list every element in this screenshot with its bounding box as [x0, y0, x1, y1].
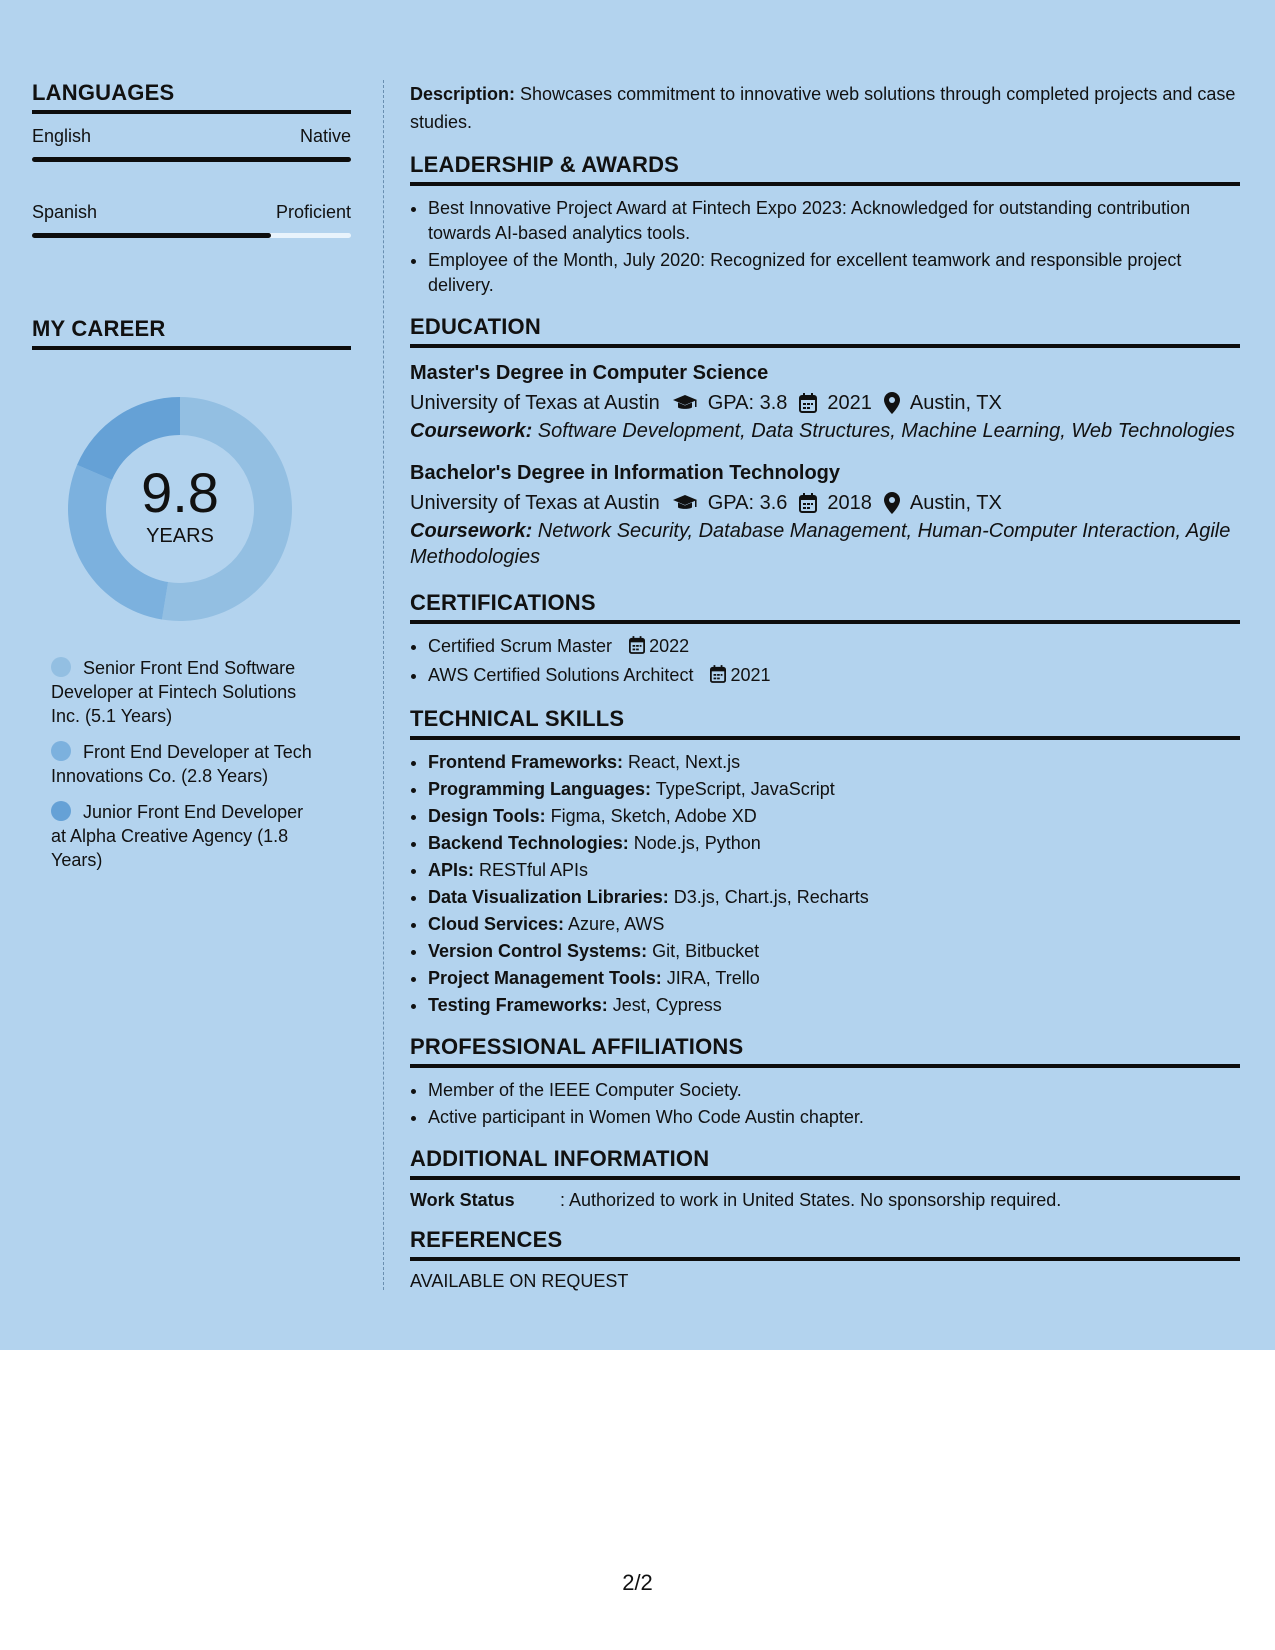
skill-label: Version Control Systems: [428, 941, 648, 961]
gpa: GPA: 3.8 [707, 392, 788, 414]
language-level: Native [299, 126, 351, 146]
skills-section [410, 706, 1240, 1018]
additional-info-section [410, 1146, 1240, 1211]
language-item [32, 126, 351, 162]
education-entry [410, 458, 1240, 570]
career-legend-item [51, 656, 321, 728]
additional-info-title: ADDITIONAL INFORMATION [410, 1146, 1240, 1180]
work-status-row [410, 1190, 1240, 1211]
description-label: Description: [410, 84, 516, 104]
legend-dot-icon [51, 801, 71, 821]
skill-label: Data Visualization Libraries: [428, 887, 669, 907]
references-title: REFERENCES [410, 1227, 1240, 1261]
skill-item [428, 804, 1240, 829]
education-meta [410, 388, 1240, 418]
education-title: EDUCATION [410, 314, 1240, 348]
skill-item [428, 966, 1240, 991]
location-pin-icon [884, 492, 900, 514]
skill-item [428, 831, 1240, 856]
skill-value: React, Next.js [623, 752, 741, 772]
column-divider [383, 80, 384, 1290]
project-description [410, 80, 1240, 136]
graduation-year: 2018 [827, 492, 872, 514]
skills-list [410, 750, 1240, 1018]
skill-item [428, 858, 1240, 883]
donut-center [65, 394, 295, 624]
education-meta [410, 488, 1240, 518]
career-legend-item [51, 740, 321, 788]
skill-value: Node.js, Python [628, 833, 761, 853]
skill-value: Azure, AWS [564, 914, 665, 934]
certification-name: Certified Scrum Master [428, 636, 613, 656]
certifications-title: CERTIFICATIONS [410, 590, 1240, 624]
certifications-list [410, 634, 1240, 690]
coursework-text: Software Development, Data Structures, Machine Learning, Web Technologies [532, 420, 1235, 442]
leadership-section [410, 152, 1240, 298]
career-legend-label: Senior Front End Software Developer at Fintech Solutions Inc. (5.1 Years) [51, 658, 297, 726]
skill-label: Programming Languages: [428, 779, 652, 799]
skill-value: D3.js, Chart.js, Recharts [668, 887, 869, 907]
language-proficiency-fill [32, 233, 271, 238]
coursework-label: Coursework: [410, 520, 533, 542]
certifications-section [410, 590, 1240, 690]
language-item [32, 202, 351, 238]
calendar-icon [629, 636, 645, 661]
skill-label: Design Tools: [428, 806, 546, 826]
certification-name: AWS Certified Solutions Architect [428, 665, 694, 685]
languages-list [32, 126, 351, 238]
skill-label: Backend Technologies: [428, 833, 629, 853]
skill-item [428, 750, 1240, 775]
description-text: Showcases commitment to innovative web solutions through completed projects and case studies. [410, 84, 1236, 132]
certification-item [428, 634, 1240, 661]
left-column [32, 80, 351, 884]
references-text: AVAILABLE ON REQUEST [410, 1271, 629, 1291]
page-number: 2/2 [622, 1570, 653, 1595]
certification-year: 2022 [649, 636, 690, 656]
skill-label: Frontend Frameworks: [428, 752, 624, 772]
skill-value: TypeScript, JavaScript [651, 779, 835, 799]
certification-year: 2021 [730, 665, 771, 685]
language-level: Proficient [275, 202, 351, 222]
education-entry [410, 358, 1240, 444]
education-section [410, 314, 1240, 570]
leadership-item: • Best Innovative Project Award at Fintech Expo 2023: Acknowledged for outstanding contribution towards AI-based analytics tools. [428, 196, 1240, 246]
career-title: MY CAREER [32, 316, 351, 350]
school-name: University of Texas at Austin [410, 392, 660, 414]
skill-item [428, 912, 1240, 937]
graduation-cap-icon [672, 494, 698, 512]
affiliation-item: • Member of the IEEE Computer Society. [428, 1078, 1240, 1103]
skill-value: Figma, Sketch, Adobe XD [545, 806, 757, 826]
language-proficiency-bar [32, 157, 351, 162]
language-proficiency-fill [32, 157, 351, 162]
language-name: English [32, 126, 92, 146]
skill-label: Cloud Services: [428, 914, 565, 934]
skill-value: Jest, Cypress [607, 995, 722, 1015]
career-legend-label: Front End Developer at Tech Innovations Co. (2.8 Years) [51, 742, 312, 786]
work-status-label: Work Status [410, 1190, 515, 1210]
right-column [410, 80, 1240, 1292]
degree-title: Master's Degree in Computer Science [410, 362, 769, 384]
language-name: Spanish [32, 202, 98, 222]
skill-label: APIs: [428, 860, 475, 880]
affiliations-title: PROFESSIONAL AFFILIATIONS [410, 1034, 1240, 1068]
certification-item [428, 663, 1240, 690]
leadership-list [410, 196, 1240, 298]
career-legend [51, 656, 321, 872]
legend-dot-icon [51, 657, 71, 677]
leadership-title: LEADERSHIP & AWARDS [410, 152, 1240, 186]
affiliation-item: • Active participant in Women Who Code Austin chapter. [428, 1105, 1240, 1130]
career-total-years: 9.8 [141, 460, 219, 524]
skill-value: Git, Bitbucket [647, 941, 760, 961]
affiliations-section [410, 1034, 1240, 1130]
coursework-text: Network Security, Database Management, Human-Computer Interaction, Agile Methodologies [410, 520, 1231, 568]
location-pin-icon [884, 392, 900, 414]
skill-item [428, 885, 1240, 910]
career-legend-label: Junior Front End Developer at Alpha Creative Agency (1.8 Years) [51, 802, 304, 870]
career-total-unit: YEARS [146, 524, 214, 547]
coursework [410, 418, 1240, 444]
calendar-icon [710, 665, 726, 690]
languages-title: LANGUAGES [32, 80, 351, 114]
calendar-icon [799, 393, 817, 413]
graduation-year: 2021 [827, 392, 872, 414]
skill-value: RESTful APIs [474, 860, 589, 880]
legend-dot-icon [51, 741, 71, 761]
skill-item [428, 777, 1240, 802]
language-proficiency-bar [32, 233, 351, 238]
skills-title: TECHNICAL SKILLS [410, 706, 1240, 740]
coursework-label: Coursework: [410, 420, 533, 442]
gpa: GPA: 3.6 [707, 492, 788, 514]
skill-item [428, 993, 1240, 1018]
skill-value: JIRA, Trello [661, 968, 760, 988]
leadership-item: • Employee of the Month, July 2020: Recognized for excellent teamwork and responsible project delivery. [428, 248, 1240, 298]
coursework [410, 518, 1240, 570]
references-section [410, 1227, 1240, 1292]
school-location: Austin, TX [909, 492, 1002, 514]
skill-label: Testing Frameworks: [428, 995, 608, 1015]
work-status-value: : Authorized to work in United States. No sponsorship required. [560, 1190, 1062, 1210]
calendar-icon [799, 493, 817, 513]
school-name: University of Texas at Austin [410, 492, 660, 514]
skill-item [428, 939, 1240, 964]
degree-title: Bachelor's Degree in Information Technology [410, 462, 841, 484]
affiliations-list [410, 1078, 1240, 1130]
career-legend-item [51, 800, 321, 872]
school-location: Austin, TX [909, 392, 1002, 414]
graduation-cap-icon [672, 394, 698, 412]
career-donut-chart [65, 394, 295, 624]
skill-label: Project Management Tools: [428, 968, 662, 988]
